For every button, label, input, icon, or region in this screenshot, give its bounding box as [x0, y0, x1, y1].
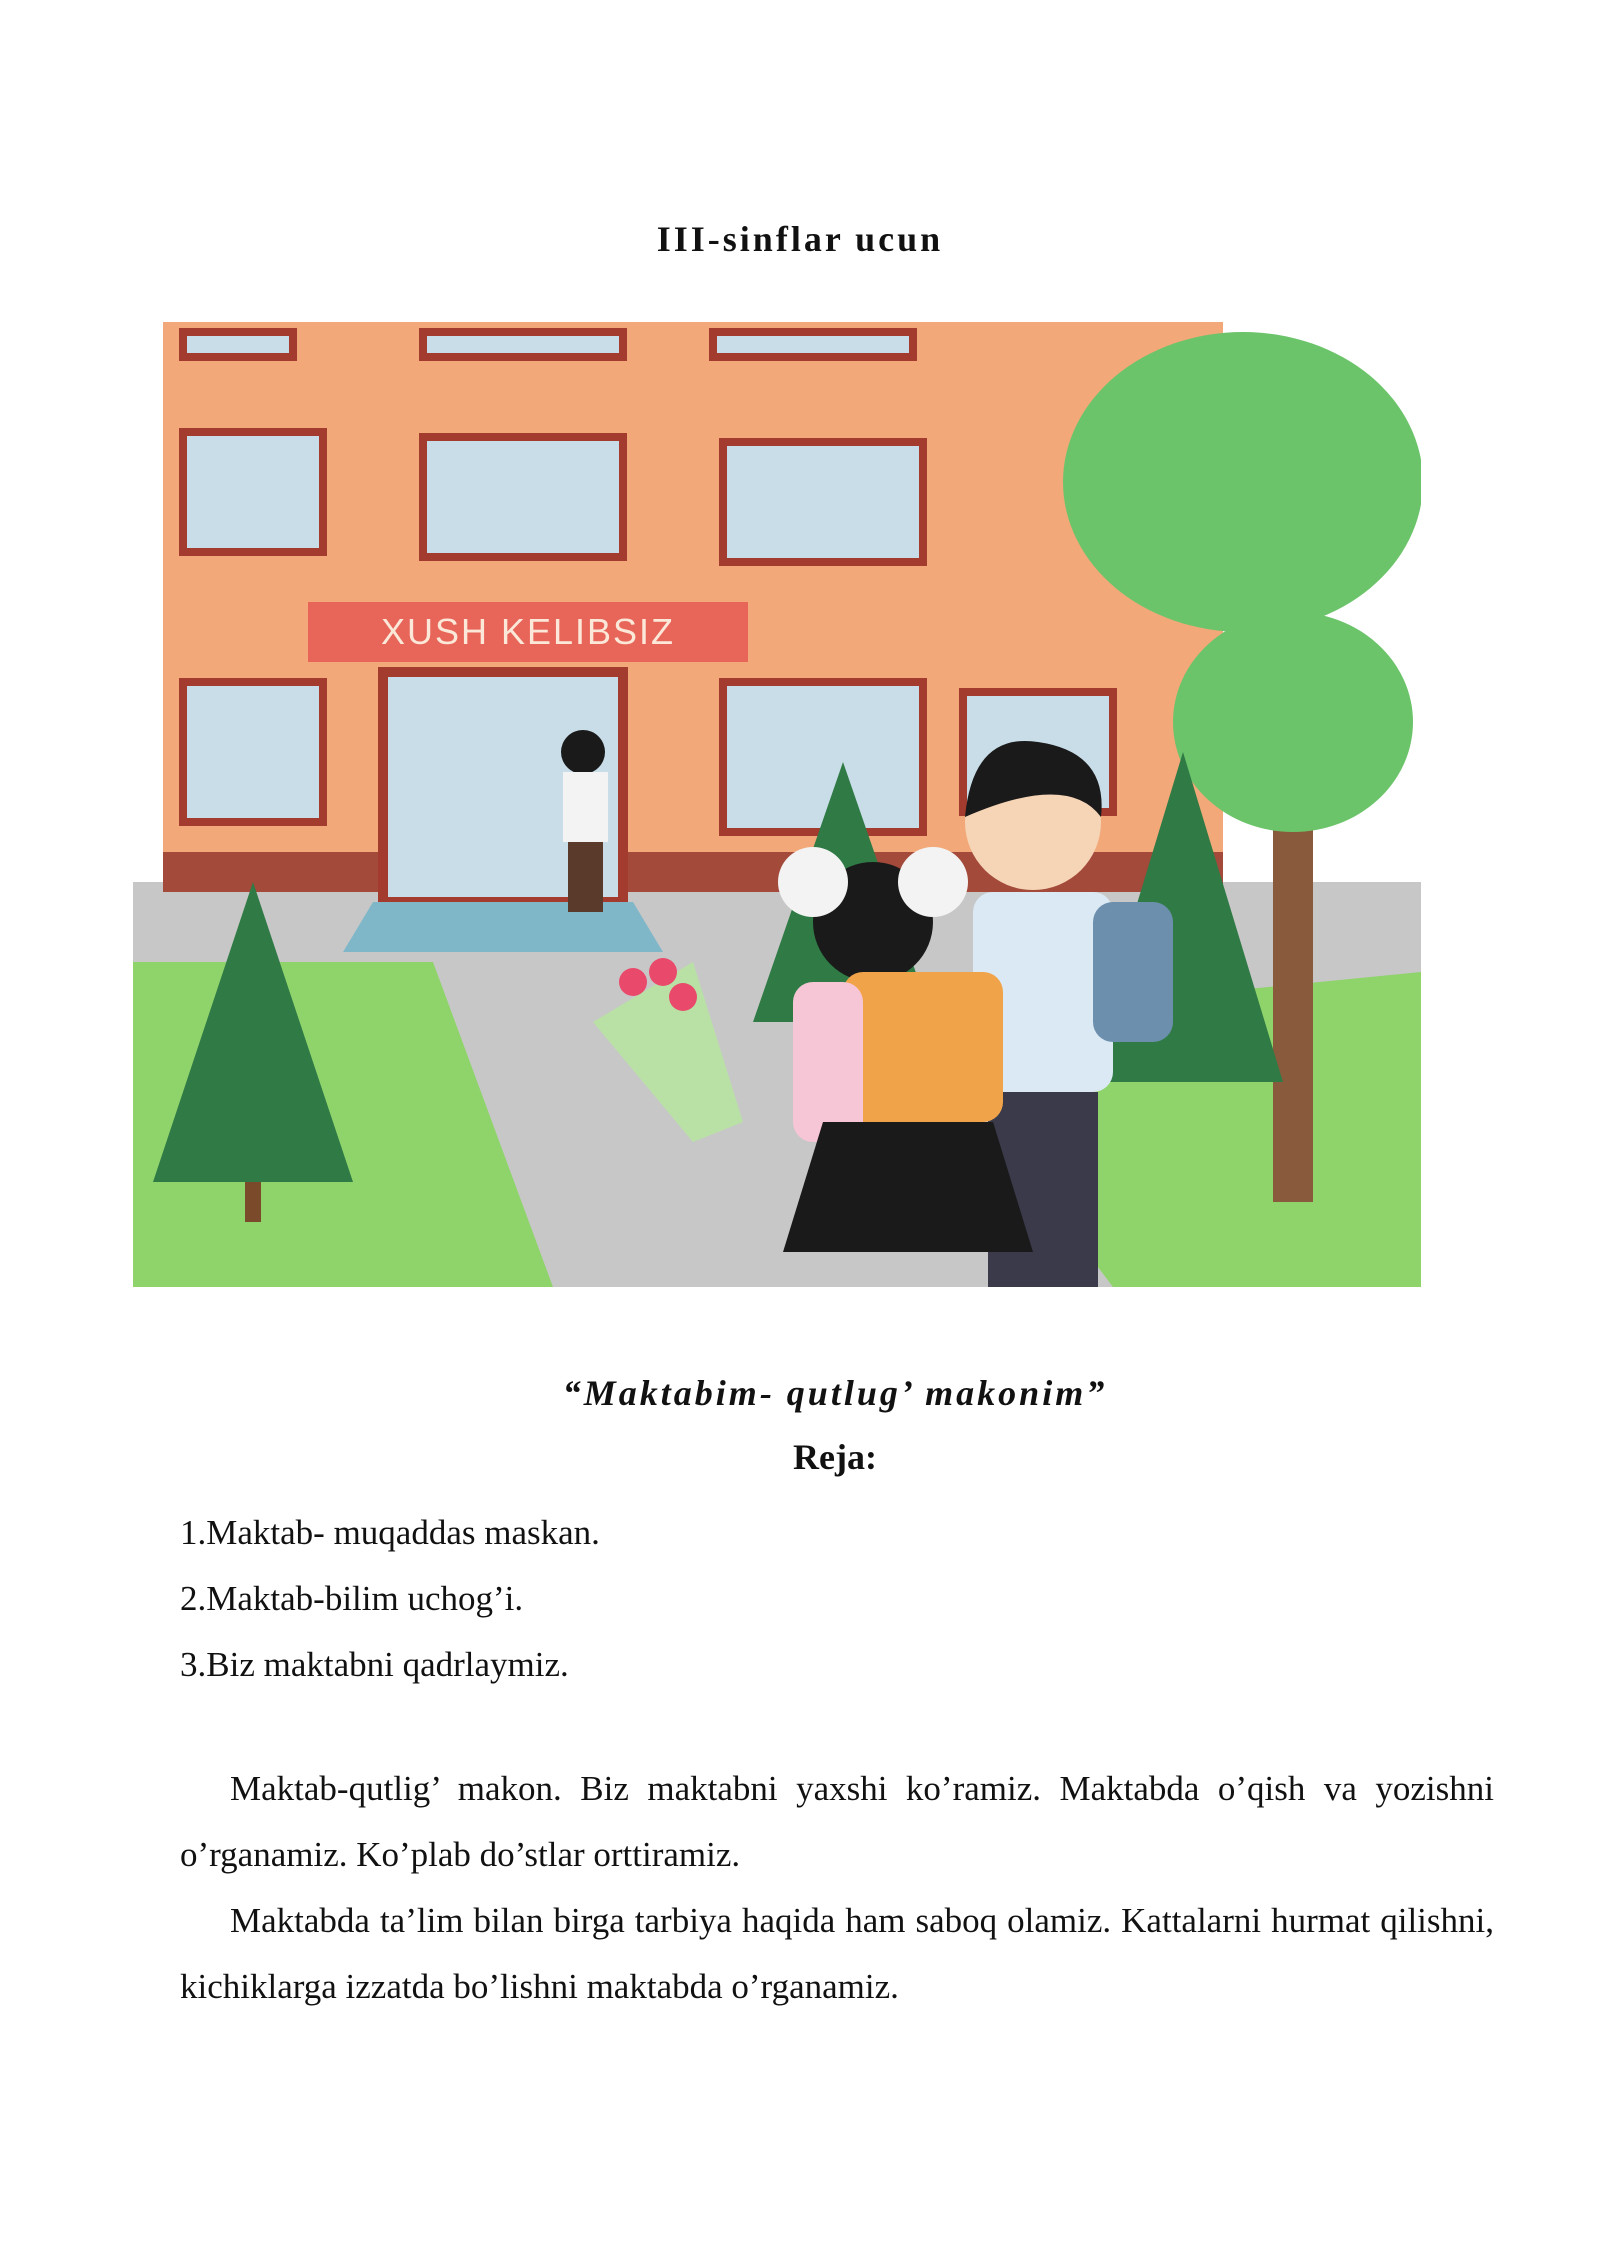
welcome-sign-text: XUSH KELIBSIZ	[380, 611, 676, 652]
window	[183, 432, 323, 552]
flower	[649, 958, 677, 986]
window	[183, 332, 293, 357]
girl-bow	[898, 847, 968, 917]
school-illustration	[133, 322, 1421, 1287]
student-head	[561, 730, 605, 774]
window	[423, 437, 623, 557]
student-trousers	[568, 842, 603, 912]
student-shirt	[563, 772, 608, 842]
window	[723, 682, 923, 832]
plan-item: 2.Maktab-bilim uchog’i.	[180, 1579, 524, 1618]
essay-title: “Maktabim- qutlug’ makonim”	[562, 1373, 1108, 1413]
plan-list	[180, 1500, 600, 1698]
boy-backpack	[1093, 902, 1173, 1042]
girl-backpack	[843, 972, 1003, 1122]
essay-body	[180, 1756, 1494, 2020]
entrance-steps	[343, 902, 663, 952]
girl-bow	[778, 847, 848, 917]
tree-foliage	[1063, 332, 1421, 632]
paragraph: Maktab-qutlig’ makon. Biz maktabni yaxshi ko’ramiz. Maktabda o’qish va yozishni o’rganamiz. Ko’plab do’stlar orttiramiz.	[180, 1769, 1494, 1874]
tree-foliage	[1173, 612, 1413, 832]
paragraph: Maktabda ta’lim bilan birga tarbiya haqida ham saboq olamiz. Kattalarni hurmat qilishni, kichiklarga izzatda bo’lishni maktabda o’rganamiz.	[180, 1901, 1494, 2006]
plan-label: Reja:	[793, 1437, 877, 1477]
plan-item: 3.Biz maktabni qadrlaymiz.	[180, 1645, 569, 1684]
window	[183, 682, 323, 822]
flower	[669, 983, 697, 1011]
plan-item: 1.Maktab- muqaddas maskan.	[180, 1513, 600, 1552]
girl-skirt	[783, 1122, 1033, 1252]
pine-trunk	[245, 1182, 261, 1222]
flower	[619, 968, 647, 996]
page-title: III-sinflar ucun	[656, 219, 944, 259]
girl-blouse	[793, 982, 863, 1142]
window	[423, 332, 623, 357]
window	[713, 332, 913, 357]
window	[723, 442, 923, 562]
